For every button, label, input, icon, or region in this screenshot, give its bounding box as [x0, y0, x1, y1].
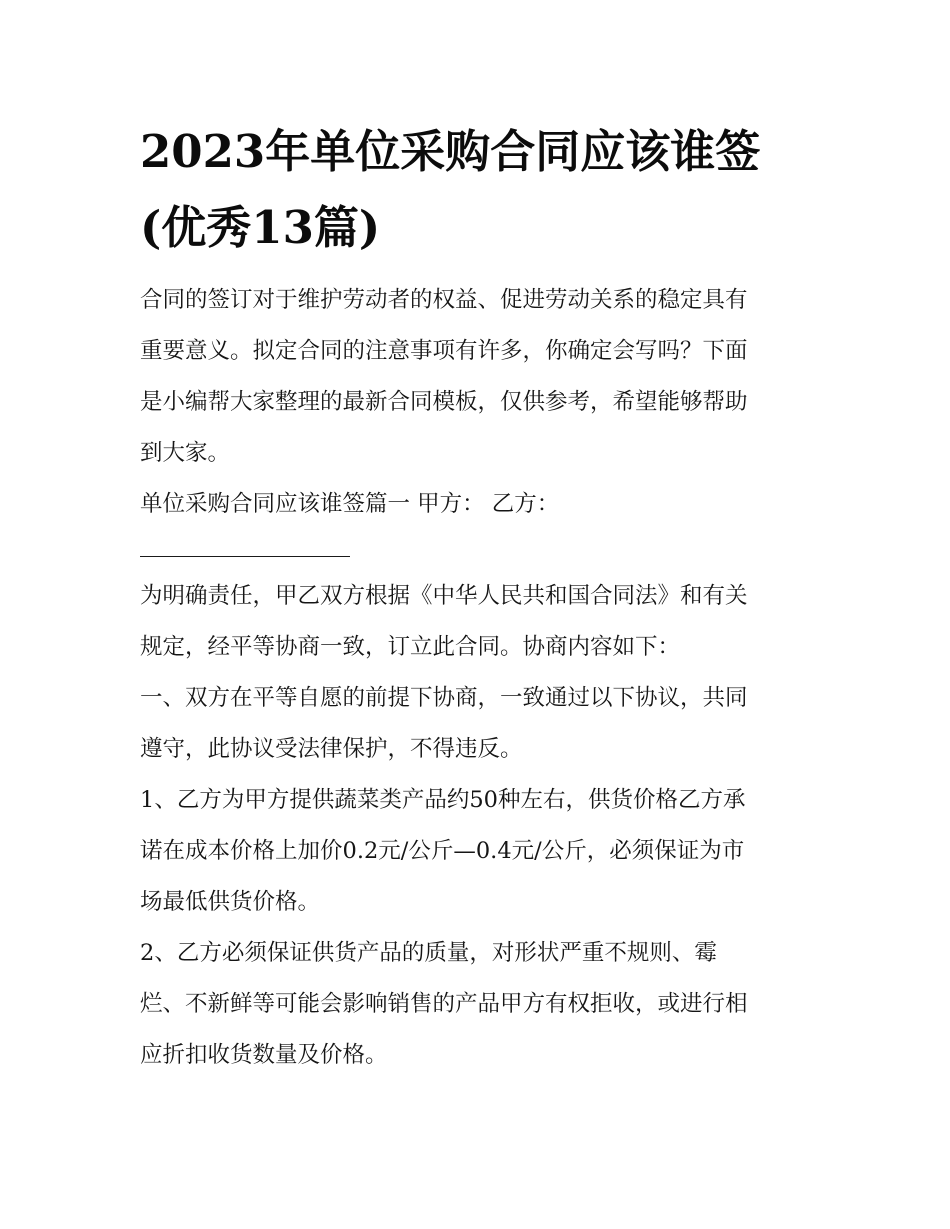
item-1-line-1: 1、乙方为甲方提供蔬菜类产品约50种左右，供货价格乙方承: [140, 787, 746, 813]
title-line-1: 2023年单位采购合同应该谁签: [140, 125, 761, 178]
intro-line-4: 到大家。: [140, 440, 231, 466]
paragraph-line-2: 规定，经平等协商一致，订立此合同。协商内容如下：: [140, 634, 681, 660]
title-line-2: (优秀13篇): [140, 201, 381, 254]
item-1-line-3: 场最低供货价格。: [140, 889, 321, 915]
signature-blank-line: [140, 556, 350, 557]
item-2-line-3: 应折扣收货数量及价格。: [140, 1042, 388, 1068]
item-2-line-2: 烂、不新鲜等可能会影响销售的产品甲方有权拒收，或进行相: [140, 991, 748, 1017]
intro-line-3: 是小编帮大家整理的最新合同模板，仅供参考，希望能够帮助: [140, 389, 748, 415]
item-2-line-1: 2、乙方必须保证供货产品的质量，对形状严重不规则、霉: [140, 940, 717, 966]
clause-one-line-1: 一、双方在平等自愿的前提下协商，一致通过以下协议，共同: [140, 685, 748, 711]
section-heading-line: 单位采购合同应该谁签篇一 甲方： 乙方：: [140, 491, 560, 517]
document-title: [140, 114, 820, 266]
item-1-line-2: 诺在成本价格上加价0.2元/公斤—0.4元/公斤，必须保证为市: [140, 838, 745, 864]
paragraph-line-1: 为明确责任，甲乙双方根据《中华人民共和国合同法》和有关: [140, 583, 748, 609]
clause-one-line-2: 遵守，此协议受法律保护，不得违反。: [140, 736, 523, 762]
intro-line-1: 合同的签订对于维护劳动者的权益、促进劳动关系的稳定具有: [140, 287, 748, 313]
intro-line-2: 重要意义。拟定合同的注意事项有许多，你确定会写吗？下面: [140, 338, 748, 364]
